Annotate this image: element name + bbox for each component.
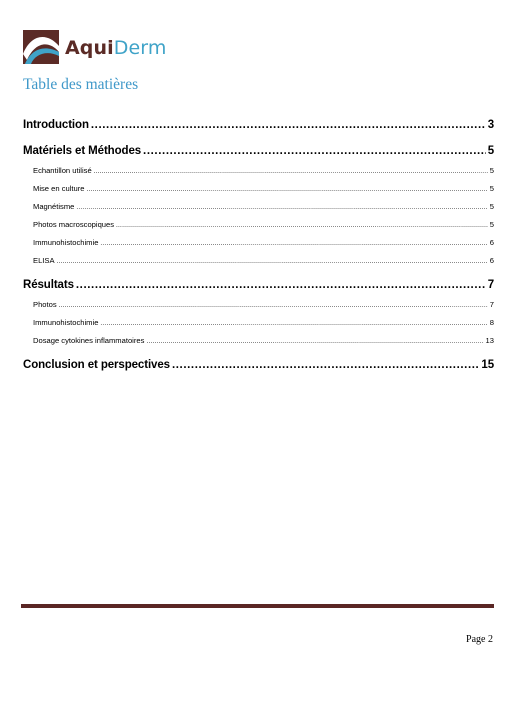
toc-entry-elisa[interactable] <box>23 252 494 270</box>
dot-leader <box>76 274 486 296</box>
toc-entry-introduction[interactable] <box>23 110 494 136</box>
aquiderm-logo-icon <box>23 30 59 64</box>
dot-leader <box>57 253 488 270</box>
dot-leader <box>100 315 487 332</box>
toc-entry-label: Photos macroscopiques <box>33 220 115 229</box>
toc-title: Table des matières <box>23 76 139 93</box>
logo-wordmark <box>65 36 167 59</box>
toc-entry-label: Mise en culture <box>33 184 85 193</box>
toc-entry-resultats[interactable] <box>23 270 494 296</box>
toc-entry-label: Matériels et Méthodes <box>23 145 142 157</box>
dot-leader <box>172 354 479 376</box>
toc-entry-mise-en-culture[interactable] <box>23 180 494 198</box>
footer-divider <box>21 604 494 608</box>
toc-entry-page: 3 <box>487 119 494 131</box>
toc-entry-page: 8 <box>489 318 494 327</box>
toc-entry-label: Immunohistochimie <box>33 318 99 327</box>
toc-entry-immunohistochimie-resultats[interactable] <box>23 314 494 332</box>
aquiderm-logo <box>23 30 166 64</box>
dot-leader <box>91 114 486 136</box>
page-number: Page 2 <box>466 634 493 645</box>
toc-entry-label: Echantillon utilisé <box>33 166 92 175</box>
toc-entry-label: Photos <box>33 300 57 309</box>
toc-entry-page: 13 <box>485 336 494 345</box>
toc-entry-immunohistochimie[interactable] <box>23 234 494 252</box>
toc-entry-magnetisme[interactable] <box>23 198 494 216</box>
toc-entry-photos[interactable] <box>23 296 494 314</box>
toc-entry-page: 5 <box>489 166 494 175</box>
toc-entry-page: 5 <box>489 184 494 193</box>
dot-leader <box>100 235 487 252</box>
toc-entry-conclusion-et-perspectives[interactable] <box>23 350 494 376</box>
table-of-contents <box>23 110 494 376</box>
logo-word-derm: Derm <box>113 36 167 59</box>
toc-entry-label: Immunohistochimie <box>33 238 99 247</box>
toc-entry-page: 5 <box>487 145 494 157</box>
dot-leader <box>94 163 488 180</box>
dot-leader <box>59 297 488 314</box>
dot-leader <box>146 333 483 350</box>
toc-entry-label: Introduction <box>23 119 89 131</box>
toc-entry-page: 5 <box>489 202 494 211</box>
dot-leader <box>76 199 487 216</box>
dot-leader <box>116 217 488 234</box>
toc-entry-page: 7 <box>489 300 494 309</box>
dot-leader <box>87 181 488 198</box>
toc-entry-label: ELISA <box>33 256 55 265</box>
toc-entry-page: 7 <box>487 279 494 291</box>
toc-entry-label: Conclusion et perspectives <box>23 359 170 371</box>
toc-entry-page: 6 <box>489 238 494 247</box>
logo-word-aqui: Aqui <box>65 36 114 59</box>
toc-entry-page: 5 <box>489 220 494 229</box>
toc-entry-label: Magnétisme <box>33 202 75 211</box>
toc-entry-label: Dosage cytokines inflammatoires <box>33 336 145 345</box>
dot-leader <box>143 140 486 162</box>
toc-entry-photos-macroscopiques[interactable] <box>23 216 494 234</box>
toc-entry-materiels-et-methodes[interactable] <box>23 136 494 162</box>
toc-entry-dosage-cytokines[interactable] <box>23 332 494 350</box>
toc-entry-label: Résultats <box>23 279 74 291</box>
toc-entry-page: 6 <box>489 256 494 265</box>
toc-entry-echantillon-utilise[interactable] <box>23 162 494 180</box>
toc-entry-page: 15 <box>481 359 494 371</box>
